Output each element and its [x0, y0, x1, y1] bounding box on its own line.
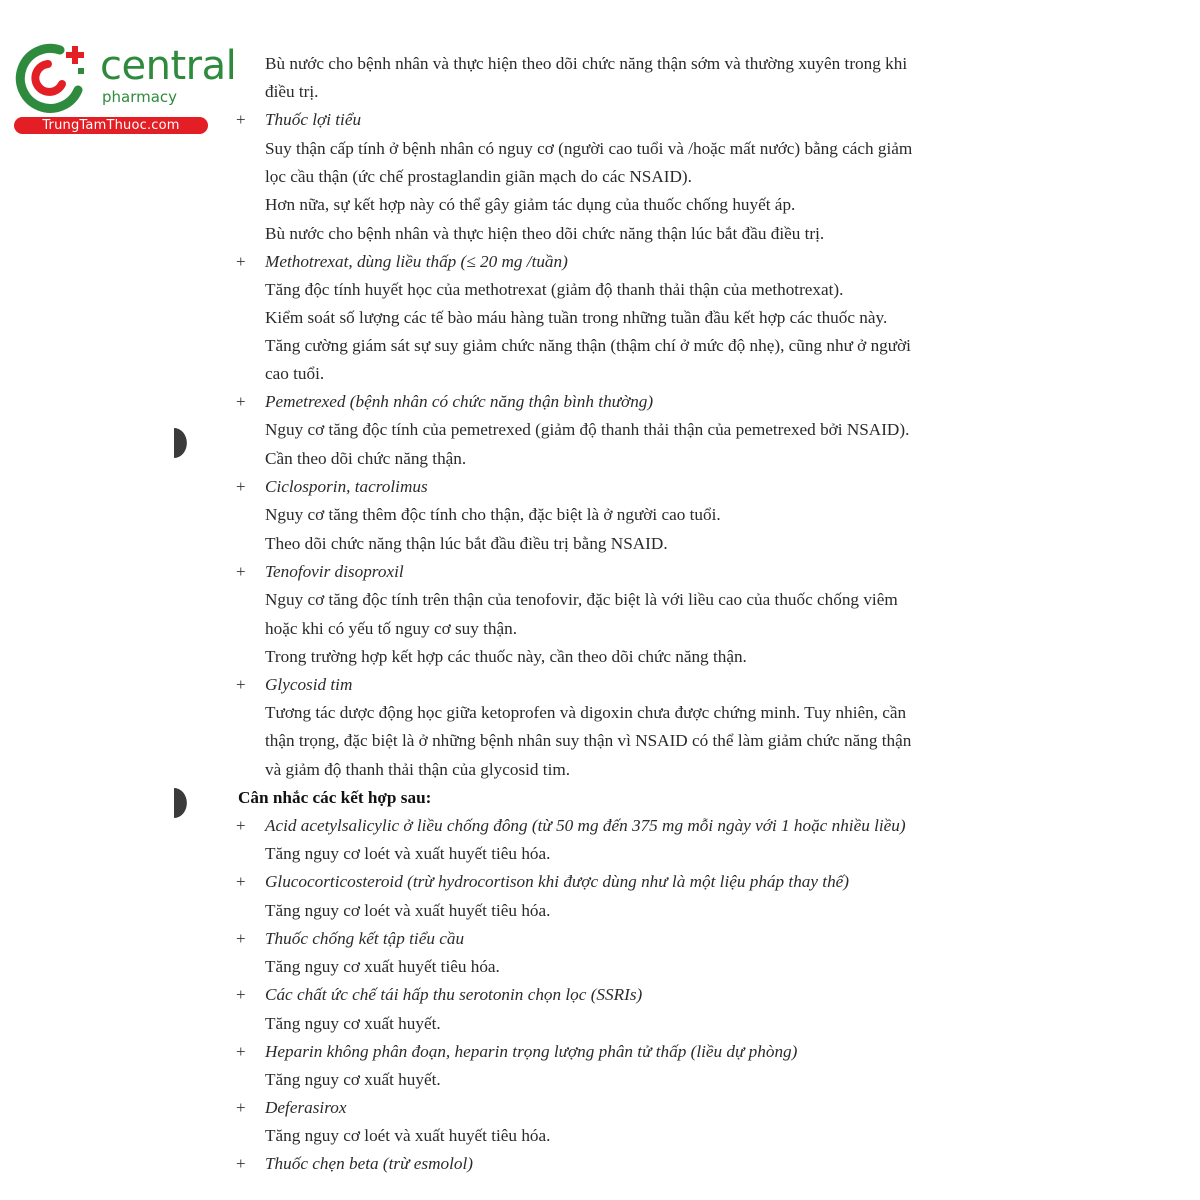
text-line: cao tuổi. — [265, 364, 325, 383]
text-line: Nguy cơ tăng độc tính trên thận của tenofovir, đặc biệt là với liều cao của thuốc chống viêm — [265, 590, 898, 609]
bullet-plus: + — [236, 1042, 246, 1061]
text-line: Tăng nguy cơ xuất huyết. — [265, 1014, 441, 1033]
logo-brand-name: central — [100, 43, 237, 89]
bullet-plus: + — [236, 675, 246, 694]
text-line: Tăng cường giám sát sự suy giảm chức năng thận (thậm chí ở mức độ nhẹ), cũng như ở người — [265, 336, 911, 355]
text-line: lọc cầu thận (ức chế prostaglandin giãn mạch do các NSAID). — [265, 167, 692, 186]
text-line: điều trị. — [265, 82, 319, 101]
text-line: Nguy cơ tăng độc tính của pemetrexed (giảm độ thanh thải thận của pemetrexed bởi NSAID). — [265, 420, 910, 439]
text-line: Theo dõi chức năng thận lúc bắt đầu điều trị bằng NSAID. — [265, 534, 668, 553]
bullet-plus: + — [236, 816, 246, 835]
bullet-plus: + — [236, 110, 246, 129]
text-line: Bù nước cho bệnh nhân và thực hiện theo dõi chức năng thận sớm và thường xuyên trong khi — [265, 54, 908, 73]
text-line: Bù nước cho bệnh nhân và thực hiện theo dõi chức năng thận lúc bắt đầu điều trị. — [265, 224, 825, 243]
text-line: Trong trường hợp kết hợp các thuốc này, cần theo dõi chức năng thận. — [265, 647, 747, 666]
drug-heading: Methotrexat, dùng liều thấp (≤ 20 mg /tuần) — [265, 252, 568, 271]
text-line: Tăng độc tính huyết học của methotrexat (giảm độ thanh thải thận của methotrexat). — [265, 280, 844, 299]
drug-heading: Tenofovir disoproxil — [265, 562, 404, 581]
drug-heading: Acid acetylsalicylic ở liều chống đông (từ 50 mg đến 375 mg mỗi ngày với 1 hoặc nhiều liều) — [265, 816, 906, 835]
drug-heading: Pemetrexed (bệnh nhân có chức năng thận bình thường) — [265, 392, 654, 411]
text-line: thận trọng, đặc biệt là ở những bệnh nhân suy thận vì NSAID có thể làm giảm chức năng thận — [265, 731, 912, 750]
text-line: Tương tác dược động học giữa ketoprofen và digoxin chưa được chứng minh. Tuy nhiên, cần — [265, 703, 907, 722]
bullet-plus: + — [236, 477, 246, 496]
bullet-plus: + — [236, 872, 246, 891]
drug-heading: Glycosid tim — [265, 675, 353, 694]
text-line: hoặc khi có yếu tố nguy cơ suy thận. — [265, 619, 518, 638]
drug-heading: Heparin không phân đoạn, heparin trọng lượng phân tử thấp (liều dự phòng) — [265, 1042, 798, 1061]
bullet-plus: + — [236, 985, 246, 1004]
drug-heading: Thuốc chẹn beta (trừ esmolol) — [265, 1154, 473, 1173]
text-line: Tăng nguy cơ loét và xuất huyết tiêu hóa. — [265, 844, 551, 863]
text-line: Tăng nguy cơ xuất huyết tiêu hóa. — [265, 957, 500, 976]
logo-website-band: TrungTamThuoc.com — [14, 117, 208, 134]
logo-subtitle: pharmacy — [102, 88, 178, 106]
bullet-plus: + — [236, 1098, 246, 1117]
bullet-plus: + — [236, 562, 246, 581]
text-line: Tăng nguy cơ loét và xuất huyết tiêu hóa. — [265, 1126, 551, 1145]
bullet-plus: + — [236, 252, 246, 271]
drug-heading: Deferasirox — [265, 1098, 347, 1117]
drug-heading: Thuốc lợi tiểu — [265, 110, 362, 129]
text-line: Hơn nữa, sự kết hợp này có thể gây giảm tác dụng của thuốc chống huyết áp. — [265, 195, 796, 214]
text-line: Cần theo dõi chức năng thận. — [265, 449, 467, 468]
bullet-plus: + — [236, 1154, 246, 1173]
bullet-plus: + — [236, 392, 246, 411]
drug-heading: Ciclosporin, tacrolimus — [265, 477, 428, 496]
drug-heading: Các chất ức chế tái hấp thu serotonin chọn lọc (SSRIs) — [265, 985, 643, 1004]
drug-heading: Glucocorticosteroid (trừ hydrocortison khi được dùng như là một liệu pháp thay thế) — [265, 872, 850, 891]
text-line: Tăng nguy cơ xuất huyết. — [265, 1070, 441, 1089]
section-heading: Cân nhắc các kết hợp sau: — [238, 788, 432, 807]
text-line: Tăng nguy cơ loét và xuất huyết tiêu hóa. — [265, 901, 551, 920]
drug-heading: Thuốc chống kết tập tiểu cầu — [265, 929, 465, 948]
text-line: Nguy cơ tăng thêm độc tính cho thận, đặc biệt là ở người cao tuổi. — [265, 505, 721, 524]
text-line: Suy thận cấp tính ở bệnh nhân có nguy cơ (người cao tuổi và /hoặc mất nước) bằng cách giảm — [265, 139, 913, 158]
text-line: Kiểm soát số lượng các tế bào máu hàng tuần trong những tuần đầu kết hợp các thuốc này. — [265, 308, 888, 327]
text-line: và giảm độ thanh thải thận của glycosid tim. — [265, 760, 571, 779]
bullet-plus: + — [236, 929, 246, 948]
